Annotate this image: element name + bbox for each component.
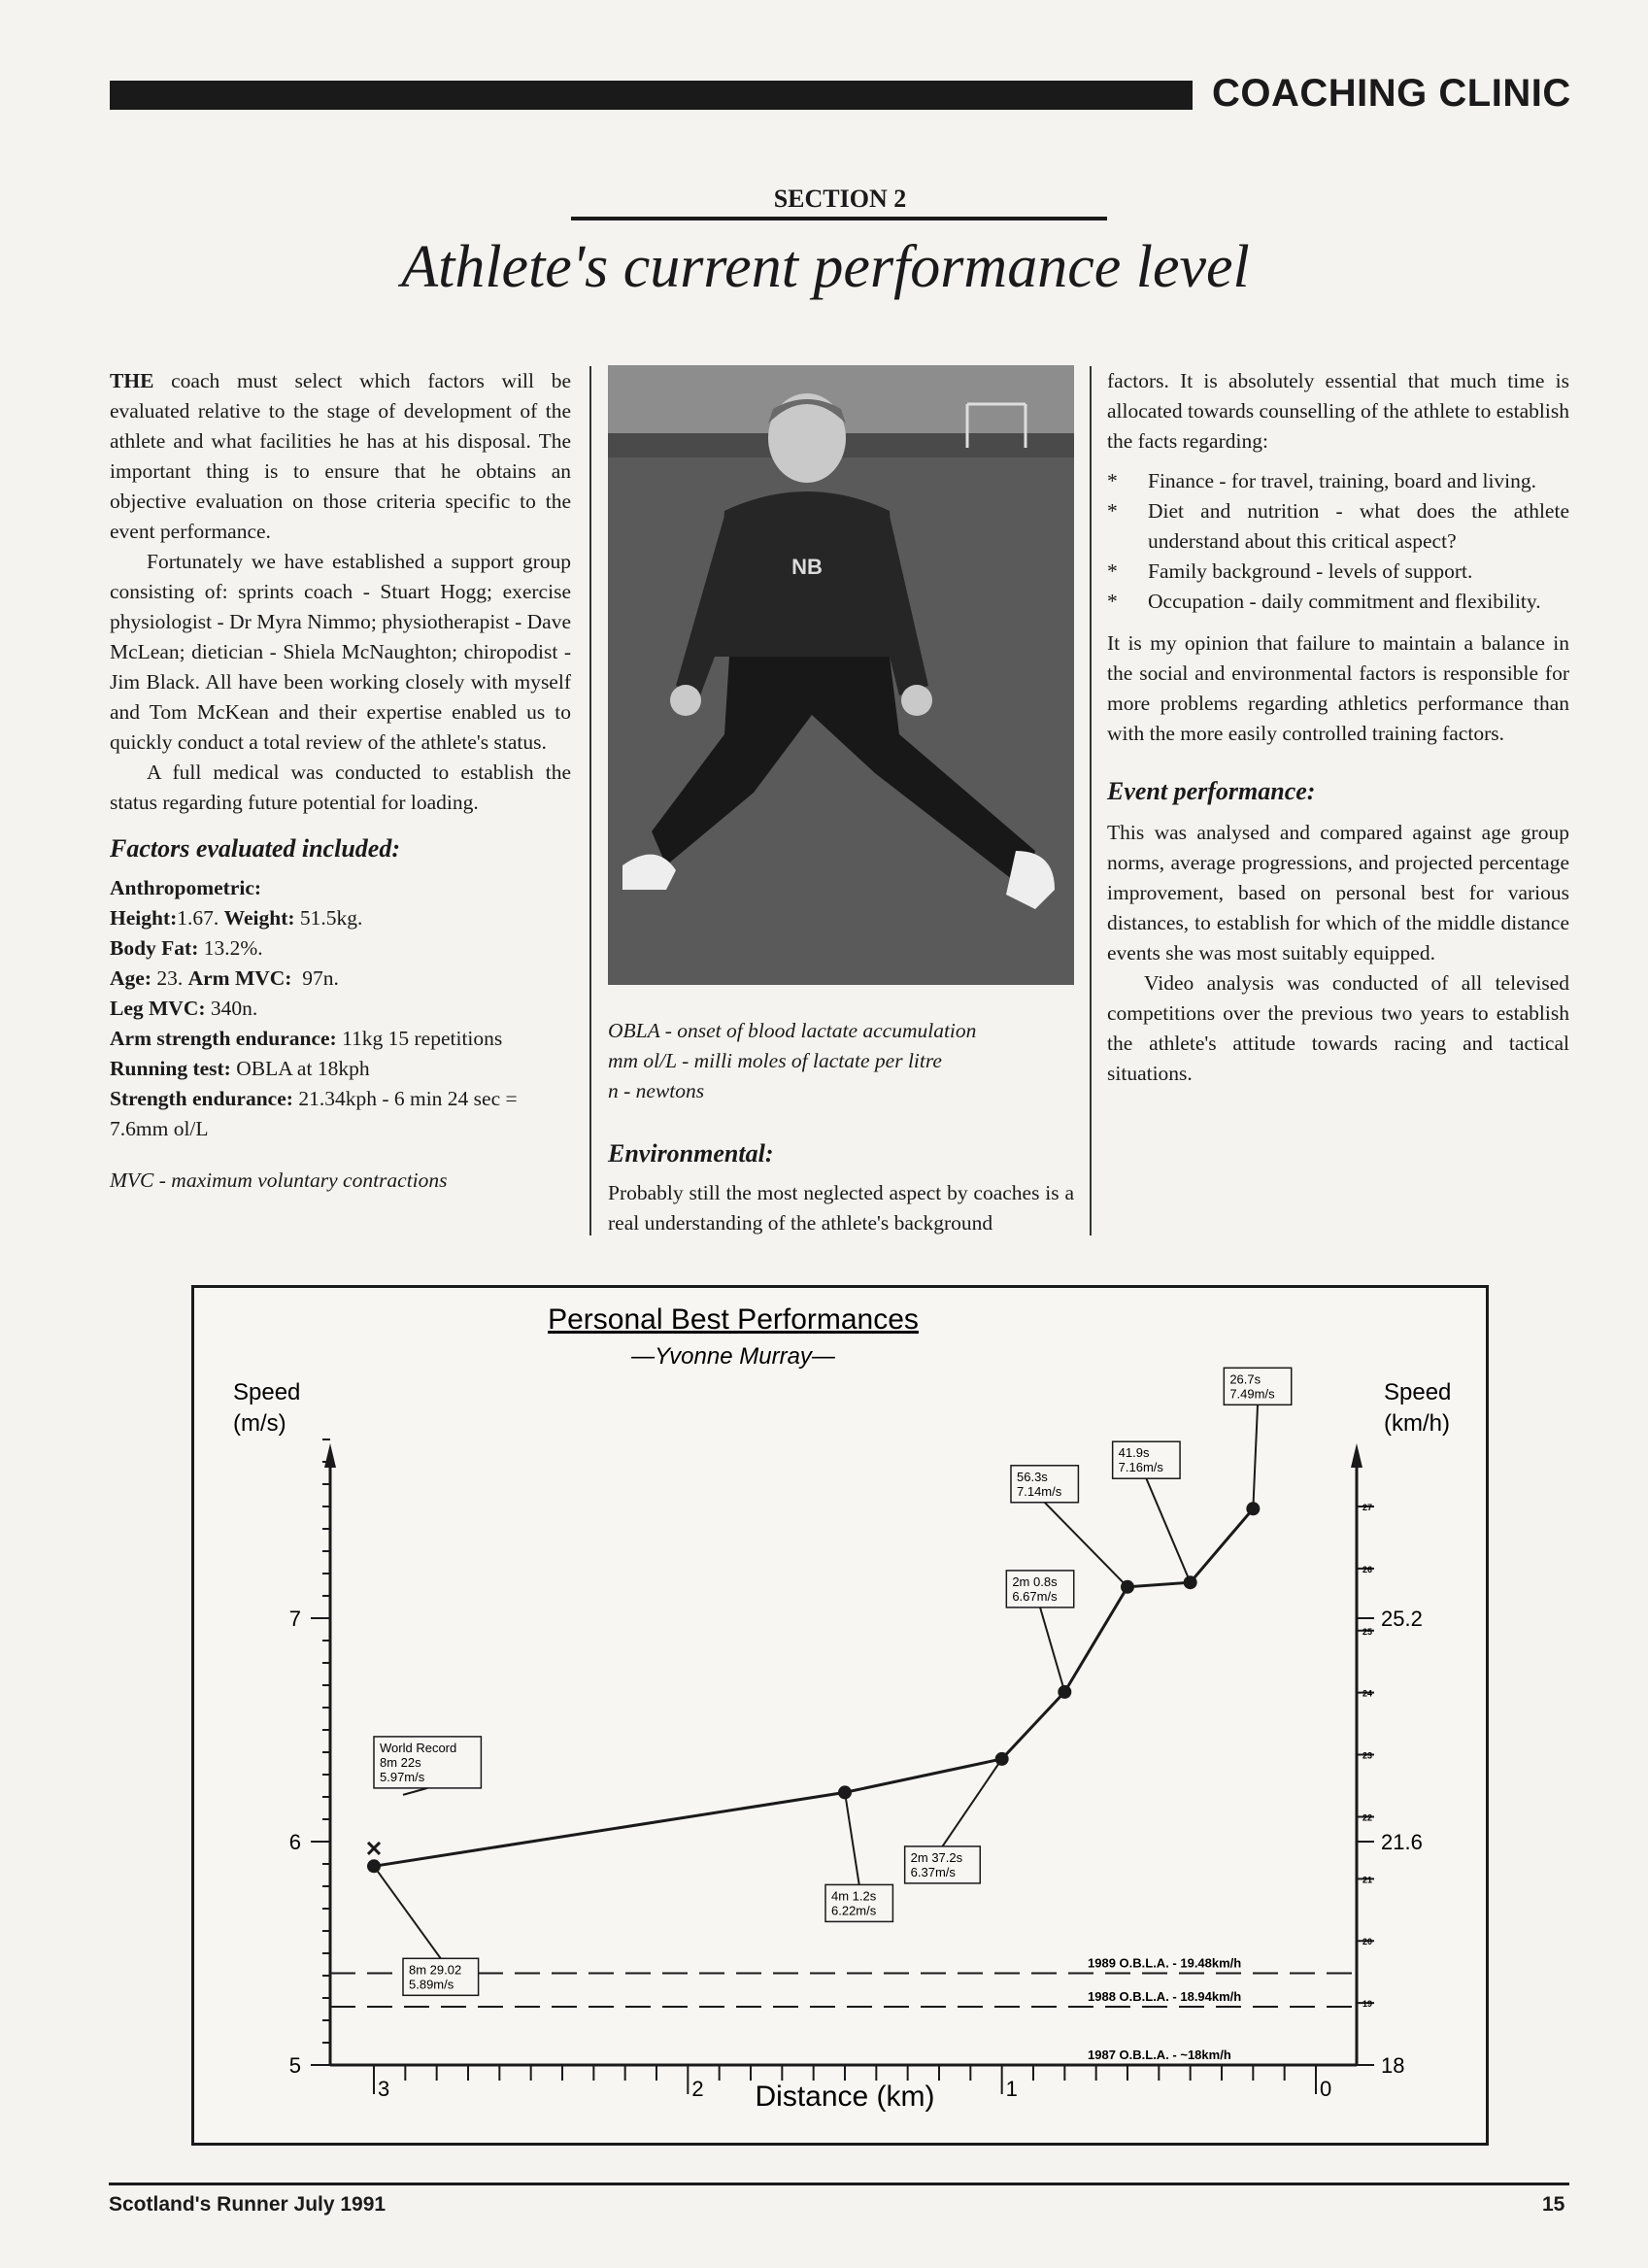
environmental-text: Probably still the most neglected aspect by coaches is a real understanding of the athlete's background: [608, 1181, 1074, 1235]
right-tick-label: 26: [1362, 1564, 1373, 1574]
annotation-text: 41.9s: [1118, 1445, 1150, 1461]
world-record-annotation-text: 8m 22s: [380, 1754, 421, 1770]
world-record-annotation-text: World Record: [380, 1740, 457, 1755]
athlete-photo: [608, 365, 1074, 985]
running-label: Running test:: [110, 1057, 231, 1080]
age-label: Age:: [110, 966, 151, 990]
series-line: [374, 1508, 1253, 1866]
right-tick-label: 18: [1381, 2053, 1405, 2078]
height-label: Height:: [110, 906, 178, 930]
ylabel-right-line: (km/h): [1384, 1410, 1450, 1437]
column-rule-left: [589, 366, 591, 1236]
running-line: [110, 1054, 571, 1084]
svg-text:NB: NB: [791, 555, 823, 579]
chart-title: Personal Best Performances: [548, 1303, 919, 1336]
se-line: [110, 1084, 571, 1144]
running-value: OBLA at 18kph: [236, 1057, 370, 1080]
footer-publication: Scotland's Runner July 1991: [109, 2193, 387, 2216]
annotation-text: 26.7s: [1229, 1371, 1261, 1387]
right-tick-label: 20: [1362, 1937, 1373, 1947]
annotation-text: 2m 0.8s: [1012, 1574, 1058, 1589]
left-tick-label: 6: [288, 1830, 301, 1854]
annotation-text: 8m 29.02: [409, 1962, 462, 1978]
x-tick-label: 3: [378, 2077, 390, 2101]
annotation-text: 4m 1.2s: [831, 1888, 877, 1904]
annotation-text: 6.67m/s: [1012, 1588, 1058, 1604]
annotation-leader: [942, 1759, 1001, 1846]
bullet-text: Occupation - daily commitment and flexibility.: [1148, 590, 1541, 613]
section-label: SECTION 2: [773, 185, 907, 213]
armse-value: 11kg 15 repetitions: [342, 1027, 503, 1050]
right-tick-label: 25: [1362, 1626, 1373, 1637]
col1-p1-text: coach must select which factors will be evaluated relative to the stage of development of the athlete and what facilities he has at his disposal. The important thing is to ensure that he obtains an objective evaluation on those criteria specific to the event performance.: [110, 369, 571, 543]
age-line: [110, 964, 571, 994]
col1-paragraph-2: Fortunately we have established a support group consisting of: sprints coach - Stuart Hogg; exercise physiologist - Dr Myra Nimmo; physiotherapist - Dave McLean; dietician - Shiela McNaughton; chiropodist - Jim Black. All have been working closely with myself and Tom McKean and their expertise enabled us to quickly conduct a total review of the athlete's status.: [110, 550, 571, 754]
left-axis-arrow: [324, 1443, 336, 1468]
right-tick-label: 21: [1362, 1875, 1373, 1885]
ylabel-right-line: Speed: [1384, 1379, 1452, 1405]
x-tick-label: 2: [691, 2077, 704, 2101]
bodyfat-value: 13.2%.: [203, 936, 263, 960]
annotation-leader: [374, 1866, 441, 1958]
caption-line-3: n - newtons: [608, 1079, 705, 1102]
world-record-annotation-text: 5.97m/s: [380, 1769, 425, 1784]
page-number: 15: [1542, 2193, 1565, 2216]
bullet-text: Finance - for travel, training, board and living.: [1148, 469, 1537, 492]
right-tick-label: 22: [1362, 1812, 1373, 1823]
annotation-text: 7.49m/s: [1229, 1386, 1275, 1402]
armmvc-value: 97n.: [302, 966, 339, 990]
footer-rule: [109, 2183, 1569, 2185]
chart-annotations: [374, 1368, 1292, 1995]
annotation-leader: [1040, 1608, 1064, 1692]
se-label: Strength endurance:: [110, 1087, 293, 1110]
headline: Athlete's current performance level: [401, 234, 1250, 300]
right-tick-label: 23: [1362, 1750, 1373, 1761]
caption-line-1: OBLA - onset of blood lactate accumulation: [608, 1019, 977, 1042]
annotation-text: 6.22m/s: [831, 1903, 877, 1918]
legmvc-line: [110, 994, 571, 1024]
ylabel-left-line: (m/s): [233, 1410, 286, 1437]
annotation-text: 7.16m/s: [1118, 1460, 1163, 1475]
height-weight-line: [110, 903, 571, 933]
armmvc-label: Arm MVC:: [187, 966, 292, 990]
header-bar: [110, 81, 1193, 110]
col1-paragraph-1: [110, 366, 571, 547]
right-axis-arrow: [1351, 1443, 1362, 1468]
chart-obla-lines: [330, 1955, 1357, 2065]
annotation-text: 2m 37.2s: [910, 1849, 963, 1865]
annotation-text: 5.89m/s: [409, 1977, 454, 1992]
bullet-item: * Family background - levels of support.: [1107, 559, 1473, 583]
col1-paragraph-3: A full medical was conducted to establish the status regarding future potential for loading.: [110, 761, 571, 814]
bullet-item: * Finance - for travel, training, board and living.: [1107, 469, 1537, 492]
right-tick-label: 27: [1362, 1503, 1373, 1512]
chart-ylabel-left: [233, 1379, 300, 1437]
column-1: [110, 366, 571, 1196]
se-value: 21.34kph - 6 min 24 sec = 7.6mm ol/L: [110, 1087, 518, 1140]
col3-paragraph-1: factors. It is absolutely essential that much time is allocated towards counselling of the athlete to establish the facts regarding:: [1107, 369, 1569, 453]
obla-label: 1987 O.B.L.A. - ~18km/h: [1088, 2048, 1231, 2062]
right-tick-label: 24: [1362, 1688, 1373, 1699]
header-title: COACHING CLINIC: [1212, 72, 1571, 115]
environmental-heading: Environmental:: [608, 1139, 774, 1168]
data-point: [995, 1752, 1009, 1766]
event-heading: Event performance:: [1107, 777, 1316, 805]
left-tick-label: 5: [288, 2053, 301, 2078]
world-record-marker: [368, 1843, 380, 1854]
column-rule-right: [1090, 366, 1092, 1236]
personal-best-chart: [194, 1288, 1486, 2143]
chart-ylabel-right: [1384, 1379, 1451, 1437]
weight-label: Weight:: [223, 906, 295, 930]
mvc-note: MVC - maximum voluntary contractions: [110, 1168, 448, 1192]
right-tick-label: 21.6: [1381, 1830, 1423, 1854]
chart-frame: [191, 1285, 1489, 2146]
obla-label: 1988 O.B.L.A. - 18.94km/h: [1088, 1988, 1242, 2004]
annotation-leader: [1253, 1405, 1258, 1508]
section-rule: [571, 217, 1107, 220]
right-tick-label: 19: [1362, 1999, 1373, 2010]
bodyfat-line: [110, 933, 571, 964]
annotation-text: 6.37m/s: [910, 1864, 956, 1879]
world-record-annotation-leader: [403, 1788, 427, 1795]
weight-value: 51.5kg.: [299, 906, 363, 930]
bullet-text: Family background - levels of support.: [1148, 559, 1473, 583]
x-tick-label: 0: [1320, 2077, 1332, 2101]
col3-paragraph-3: This was analysed and compared against age group norms, average progressions, and projected percentage improvement, based on personal best for various distances, to establish for which of the middle distance events she was most suitably equipped.: [1107, 821, 1569, 965]
bullet-text: Diet and nutrition - what does the athlete understand about this critical aspect?: [1148, 499, 1569, 553]
chart-subtitle: —Yvonne Murray—: [631, 1343, 835, 1370]
armse-label: Arm strength endurance:: [110, 1027, 337, 1050]
col3-paragraph-2: It is my opinion that failure to maintain a balance in the social and environmental factors is responsible for more problems regarding athletics performance than with the more easily controlled training factors.: [1107, 631, 1569, 745]
anthro-label: Anthropometric:: [110, 876, 262, 899]
lead-word: THE: [110, 369, 154, 392]
data-point: [1058, 1685, 1071, 1699]
legmvc-value: 340n.: [210, 997, 258, 1020]
height-value: 1.67.: [177, 906, 219, 930]
caption-line-2: mm ol/L - milli moles of lactate per litre: [608, 1049, 942, 1072]
age-value: 23.: [156, 966, 184, 990]
bullet-list: [1107, 466, 1569, 617]
athlete-photo-illustration: [608, 365, 1074, 985]
chart-series: [367, 1502, 1260, 1873]
ylabel-left-line: Speed: [233, 1379, 301, 1405]
col3-paragraph-4: Video analysis was conducted of all televised competitions over the previous two years to establish the athlete's attitude towards racing and tactical situations.: [1107, 971, 1569, 1085]
annotation-text: 7.14m/s: [1017, 1483, 1062, 1499]
bullet-item: * Diet and nutrition - what does the athlete understand about this critical aspect?: [1107, 499, 1569, 553]
annotation-text: 56.3s: [1017, 1469, 1048, 1484]
bullet-item: * Occupation - daily commitment and flexibility.: [1107, 590, 1541, 613]
armse-line: [110, 1024, 571, 1054]
obla-label: 1989 O.B.L.A. - 19.48km/h: [1088, 1955, 1242, 1971]
legmvc-label: Leg MVC:: [110, 997, 206, 1020]
photo-caption: [608, 1016, 1074, 1106]
bodyfat-label: Body Fat:: [110, 936, 199, 960]
left-tick-label: 7: [288, 1607, 301, 1631]
right-tick-label: 25.2: [1381, 1607, 1423, 1631]
factors-heading: Factors evaluated included:: [110, 834, 400, 863]
column-2-text: [608, 1138, 1074, 1238]
column-3: [1107, 366, 1569, 1089]
annotation-leader: [1146, 1478, 1190, 1582]
annotation-leader: [845, 1792, 859, 1884]
chart-xlabel: Distance (km): [755, 2081, 935, 2113]
x-tick-label: 1: [1005, 2077, 1018, 2101]
